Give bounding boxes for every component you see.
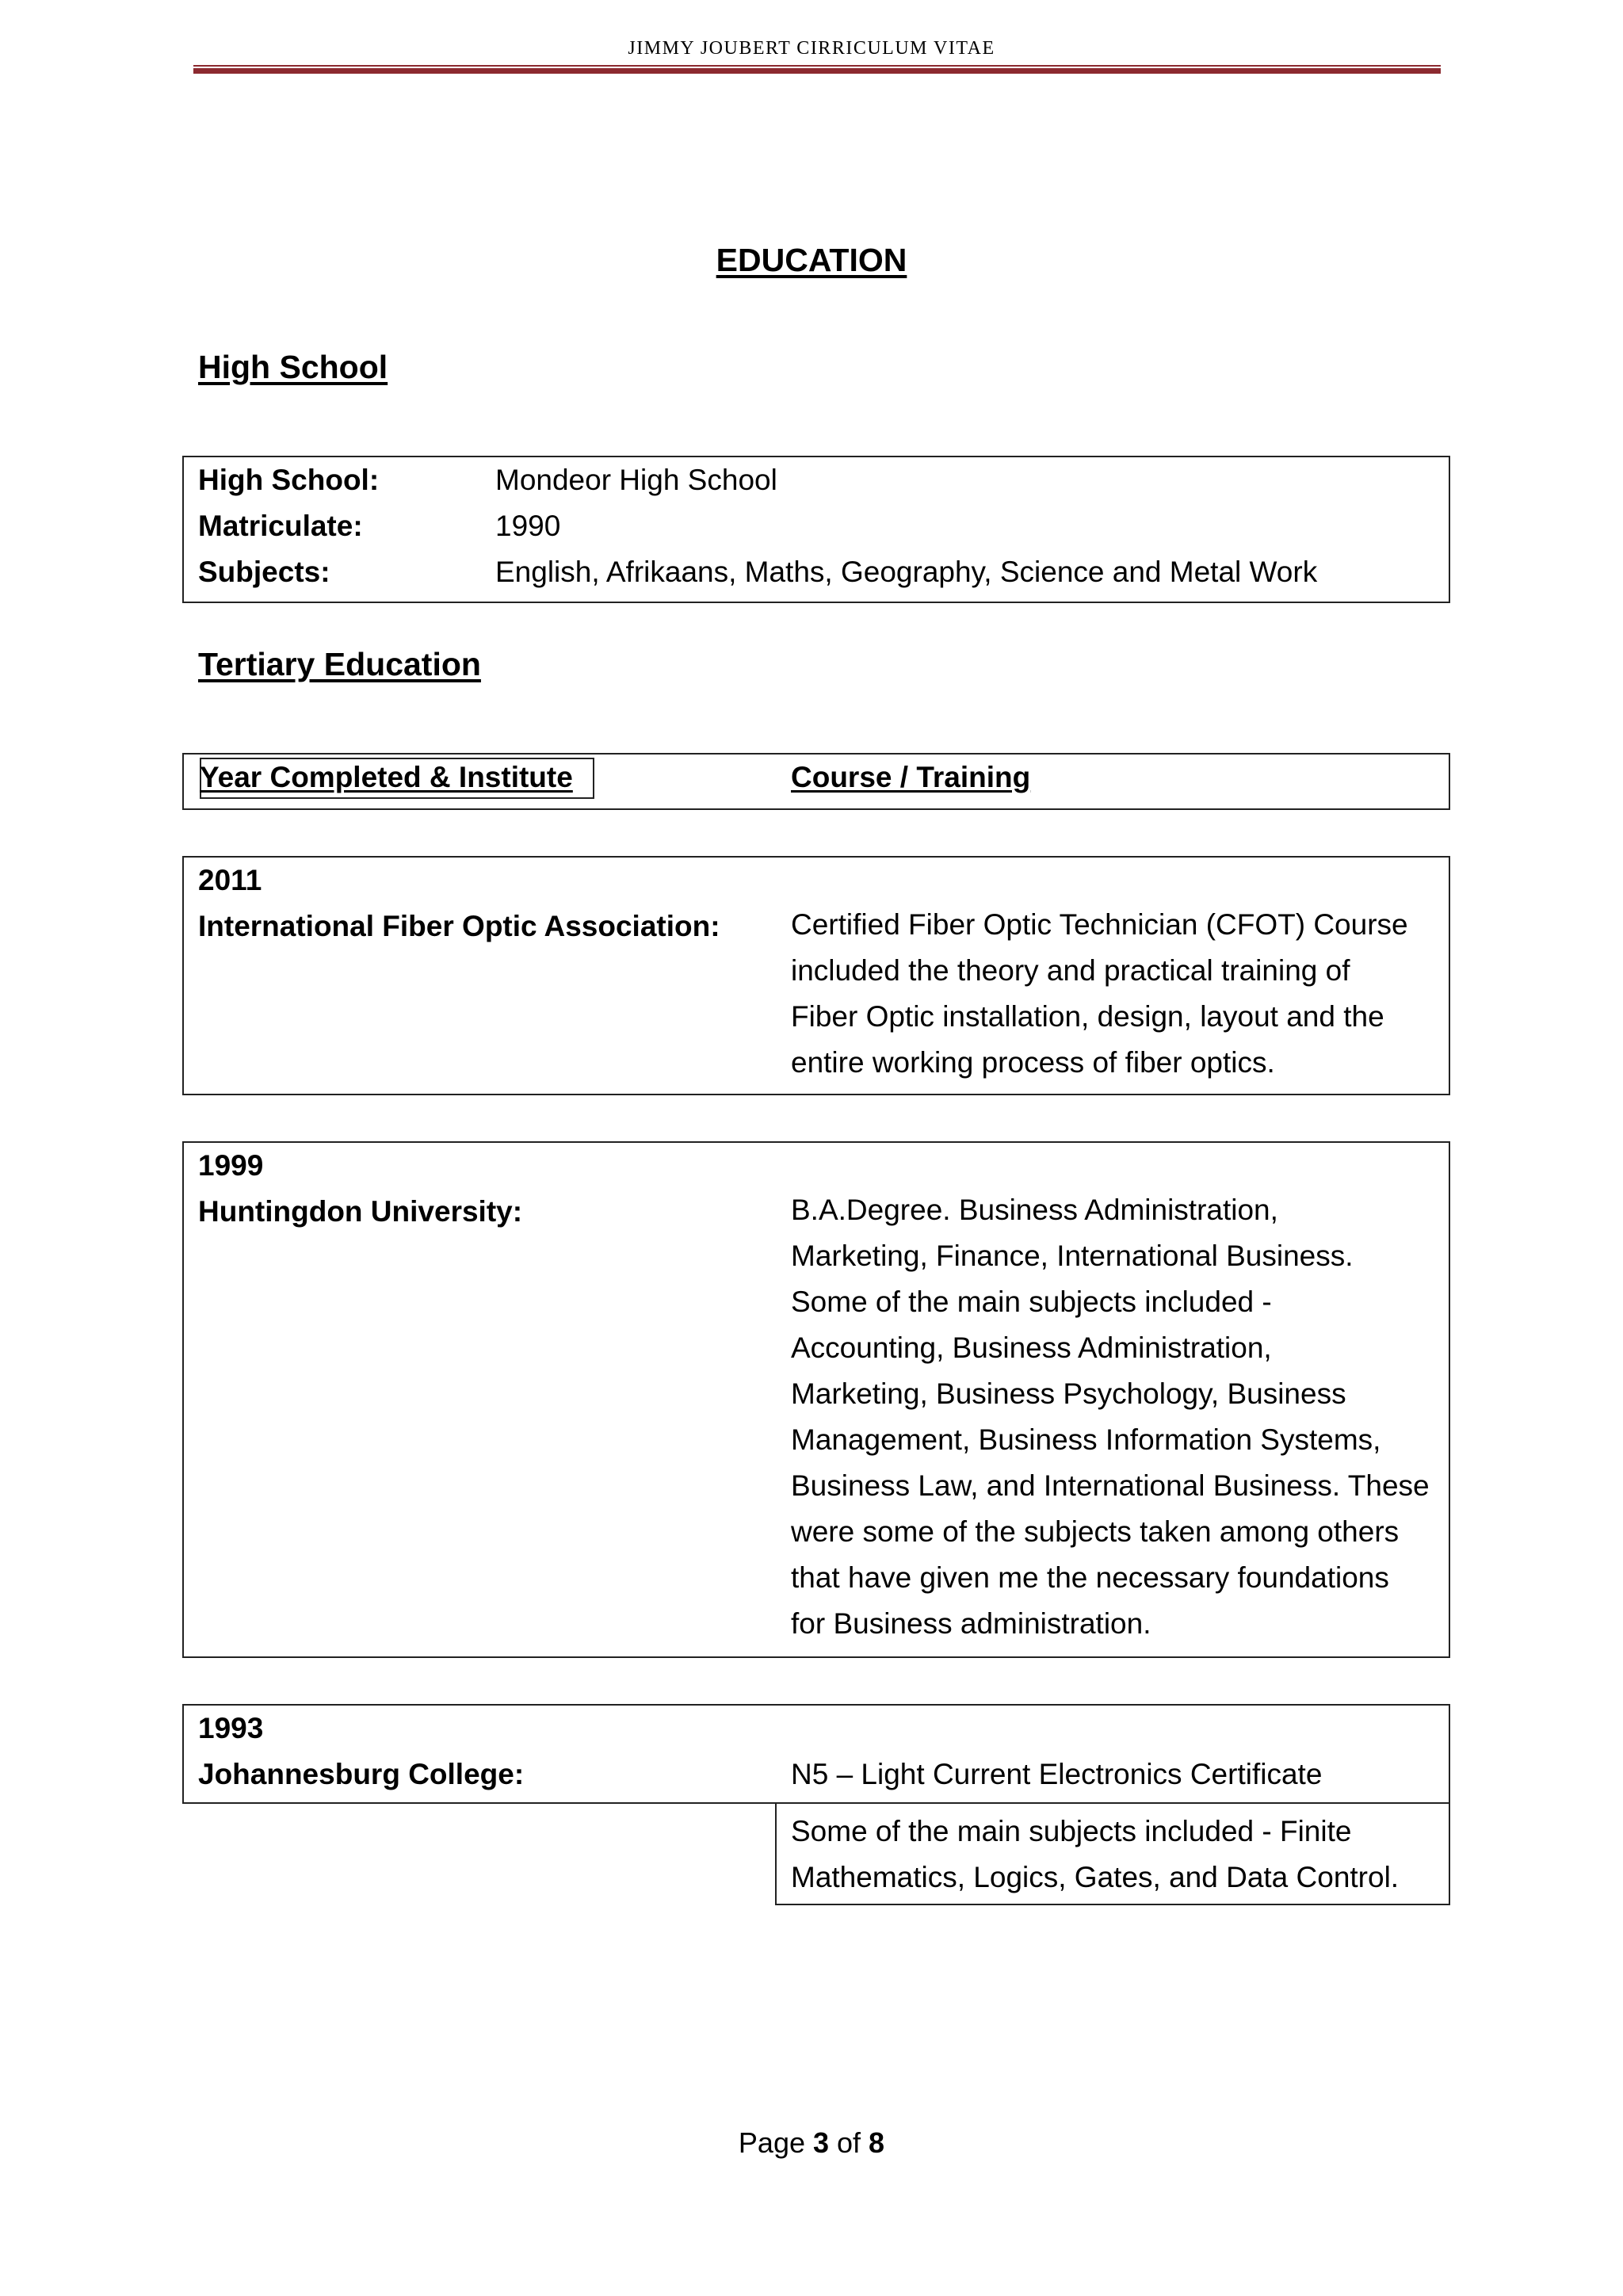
entry-course-description: B.A.Degree. Business Administration, Marketing, Finance, International Business. Some of the main subjects included - Accounting, Business Administration, Marketing, Business Psychology, Business Management, Business Information Systems, Business Law, and International Business. These were some of the subjects taken among others that have given me the necessary foundations for Business administration. [791,1194,1430,1640]
tertiary-entry-2011 [182,856,1450,1095]
header-rule-thick [193,68,1441,74]
entry-institute: Huntingdon University: [198,1195,523,1228]
high-school-table [182,456,1450,603]
entry-1993-subjects-box [775,1802,1450,1905]
total-page-count: 8 [869,2126,885,2159]
entry-course-description: Some of the main subjects included - Finite Mathematics, Logics, Gates, and Data Control. [791,1815,1400,1893]
entry-year: 1993 [198,1712,264,1744]
entry-institute: Johannesburg College: [198,1758,525,1790]
matriculate-label: Matriculate: [198,510,363,542]
section-title: EDUCATION [716,242,907,278]
course-column-header: Course / Training [791,761,1031,793]
tertiary-entry-1993 [182,1704,1450,1804]
high-school-heading: High School [198,349,388,385]
entry-year: 1999 [198,1149,264,1182]
document-header-title: JIMMY JOUBERT CIRRICULUM VITAE [628,38,995,59]
current-page-number: 3 [812,2126,830,2159]
entry-course-title: N5 – Light Current Electronics Certificate [791,1758,1323,1790]
entry-course-description: Certified Fiber Optic Technician (CFOT) Course included the theory and practical training of Fiber Optic installation, design, layout and the entire working process of fiber optics. [791,908,1408,1079]
tertiary-header-row [182,753,1450,810]
entry-institute: International Fiber Optic Association: [198,910,720,942]
institute-column-header: Year Completed & Institute [200,761,573,793]
matriculate-value: 1990 [495,510,561,542]
page-footer: Page 3 of 8 [738,2126,885,2159]
high-school-label: High School: [198,464,380,496]
header-rule-thin [193,65,1441,67]
subjects-label: Subjects: [198,556,330,588]
high-school-value: Mondeor High School [495,464,777,496]
tertiary-entry-1999 [182,1141,1450,1658]
entry-year: 2011 [198,864,262,896]
tertiary-heading: Tertiary Education [198,646,481,682]
subjects-value: English, Afrikaans, Maths, Geography, Science and Metal Work [495,556,1318,588]
